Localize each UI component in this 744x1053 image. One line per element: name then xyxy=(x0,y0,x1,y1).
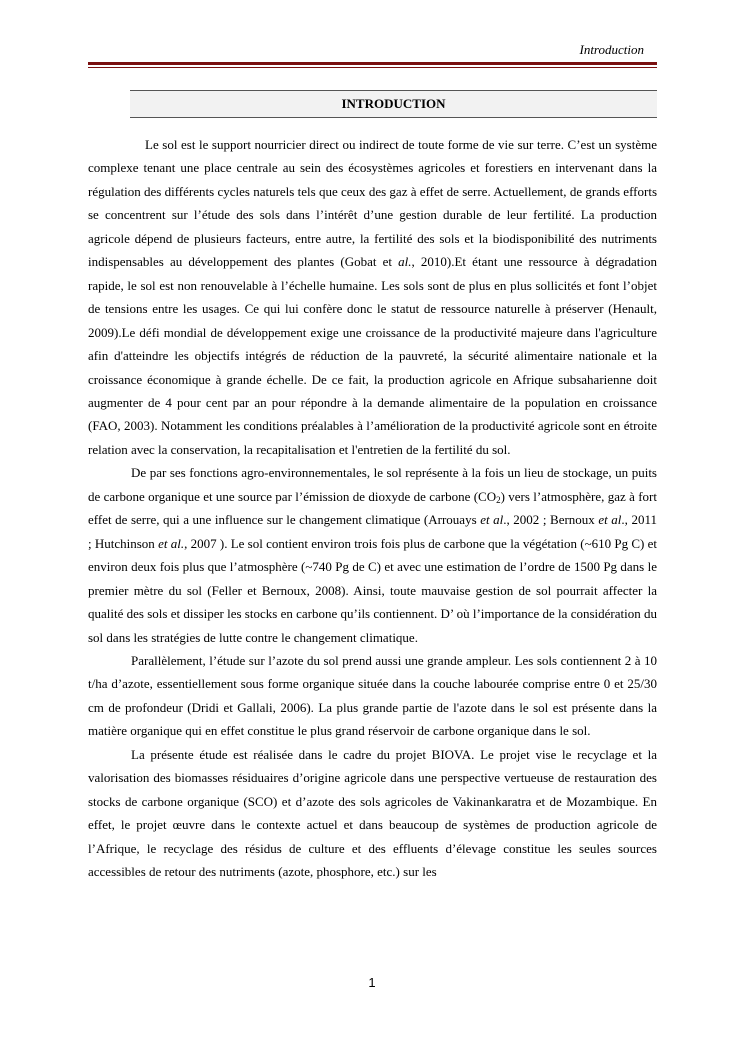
paragraph-2-text-d: ., 2011 ; Hutchinson xyxy=(88,512,657,551)
paragraph-1-em-1: al. xyxy=(398,254,412,270)
paragraph-1-text-b: , 2010).Et étant une ressource à dégradation rapide, le sol est non renouvelable à l’échelle humaine. Les sols sont de plus en plus sollicités et font l’objet de tensions entre les usages. Ce qui lui confère donc le statut de ressource naturelle à préserver (Henault, 2009).Le défi mondial de développement exige une croissance de la productivité majeure dans l'agriculture afin d'atteindre les objectifs intégrés de réduction de la pauvreté, la sécurité alimentaire nationale et la croissance économique à grande échelle. De ce fait, la production agricole en Afrique subsaharienne doit augmenter de 4 pour cent par an pour répondre à la demande alimentaire de la population en croissance (FAO, 2003). Notamment les conditions préalables à l’amélioration de la productivité agricole sont en étroite relation avec la conservation, la recapitalisation et l'entretien de la fertilité du sol. xyxy=(88,254,657,457)
paragraph-2-text-a: De par ses fonctions agro-environnementales, le sol représente à la fois un lieu de stockage, un puits de carbone organique et une source par l’émission de dioxyde de carbone (CO xyxy=(88,465,657,504)
paragraph-4: La présente étude est réalisée dans le cadre du projet BIOVA. Le projet vise le recyclage et la valorisation des biomasses résiduaires d’origine agricole dans une perspective vertueuse de restauration des stocks de carbone organique (SCO) et d’azote des sols agricoles de Vakinankaratra et de Mozambique. En effet, le projet œuvre dans le contexte actuel et dans beaucoup de systèmes de production agricole de l’Afrique, le recyclage des résidus de culture et des effluents d’élevage constitue les seules sources accessibles de retour des nutriments (azote, phosphore, etc.) sur les xyxy=(88,746,657,880)
paragraph-2-em-1: et al xyxy=(480,512,504,528)
paragraph-2-text-b: ) vers l’atmosphère, gaz à fort effet de serre, qui a une influence sur le changement climatique (Arrouays xyxy=(88,488,657,528)
paragraph-2-em-2: et al xyxy=(598,512,622,528)
running-header-title: Introduction xyxy=(579,42,644,57)
header-rule-thick xyxy=(88,62,657,65)
paragraph-1 xyxy=(88,133,657,461)
paragraph-2-subscript: 2 xyxy=(496,494,501,505)
header-rule-thin xyxy=(88,67,657,68)
section-title: INTRODUCTION xyxy=(341,96,446,111)
page-number: 1 xyxy=(368,975,376,990)
paragraph-1-text-a: Le sol est le support nourricier direct ou indirect de toute forme de vie sur terre. C’est un système complexe tenant une place centrale au sein des écosystèmes agricoles et forestiers en intervenant dans la régulation des différents cycles naturels tels que ceux des gaz à effet de serre. Actuellement, de grands efforts se concentrent sur l’étude des sols dans l’intérêt d’une gestion durable de leur fertilité. La production agricole dépend de plusieurs facteurs, entre autre, la fertilité des sols et la biodisponibilité des nutriments indispensables au développement des plantes (Gobat et xyxy=(88,137,657,270)
document-body xyxy=(88,133,657,884)
paragraph-2-em-3: et al. xyxy=(158,535,185,551)
paragraph-2 xyxy=(88,461,657,649)
paragraph-2-text-c: ., 2002 ; Bernoux xyxy=(503,512,599,528)
paragraph-3: Parallèlement, l’étude sur l’azote du sol prend aussi une grande ampleur. Les sols contiennent 2 à 10 t/ha d’azote, essentiellement sous forme organique située dans la couche labourée comprise entre 0 et 25/30 cm de profondeur (Dridi et Gallali, 2006). La plus grande partie de l'azote dans le sol est présente dans la matière organique qui en effet constitue le plus grand réservoir de carbone organique dans le sol. xyxy=(88,652,657,739)
section-title-box xyxy=(130,90,657,118)
paragraph-2-text-e: , 2007 ). Le sol contient environ trois fois plus de carbone que la végétation (~610 Pg C) et environ deux fois plus que l’atmosphère (~740 Pg de C) et avec une estimation de l’ordre de 1500 Pg dans le premier mètre du sol (Feller et Bernoux, 2008). Ainsi, toute mauvaise gestion de sol pourrait affecter la qualité des sols et dissiper les stocks en carbone qu’ils contiennent. D’ où l’importance de la considération du sol dans les stratégies de lutte contre le changement climatique. xyxy=(88,535,658,645)
